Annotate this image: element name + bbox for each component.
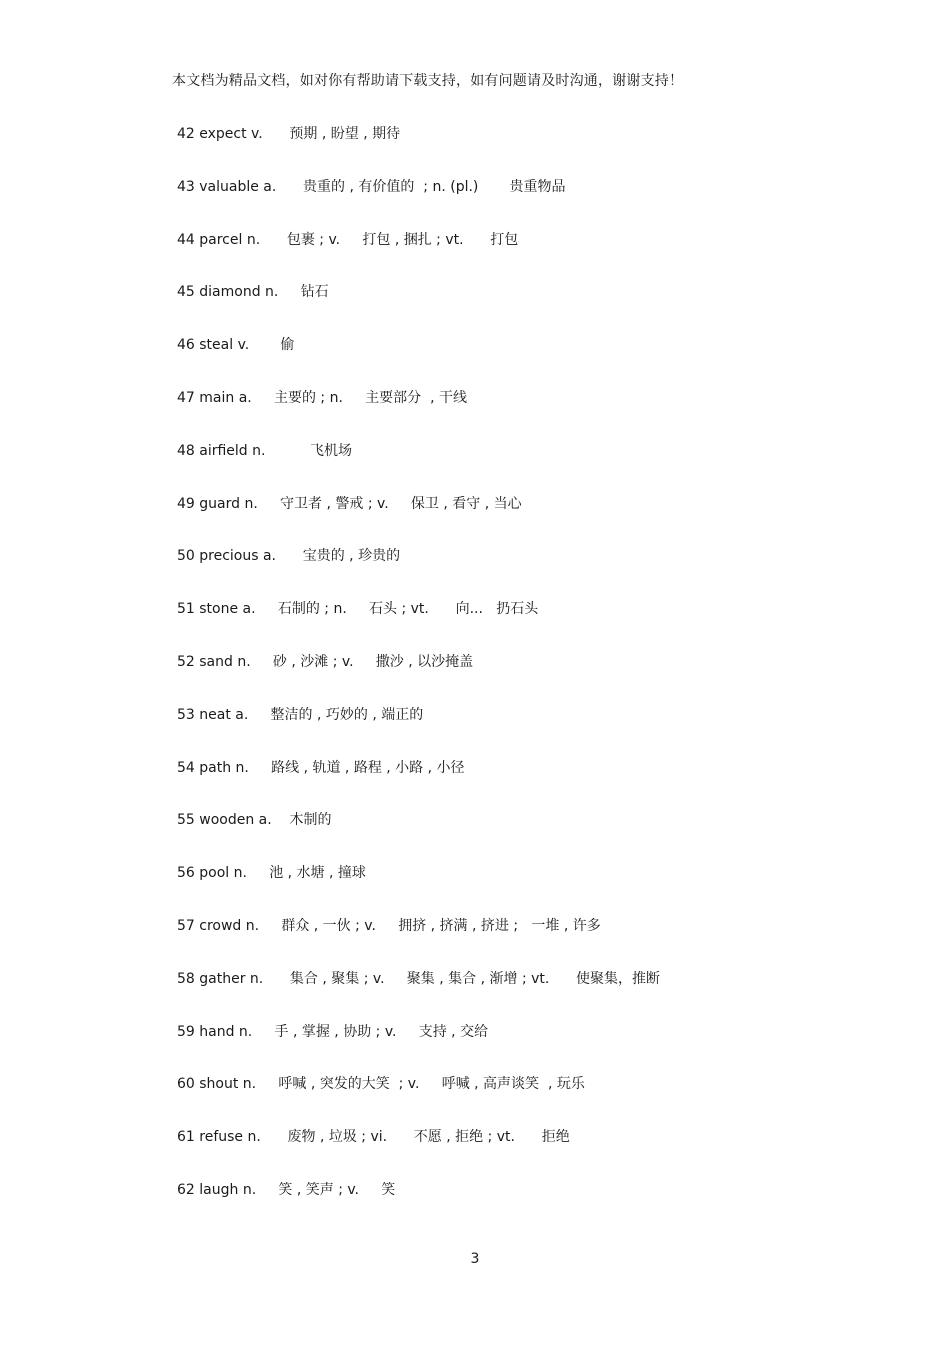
vocab-entry-text: 42 expect v. 预期 , 盼望 , 期待 [177,126,401,142]
vocab-entry-text: 50 precious a. 宝贵的 , 珍贵的 [177,548,401,565]
vocab-entry-62 [177,1180,660,1233]
vocab-entry-54 [177,758,660,811]
vocab-entry-46 [177,335,660,388]
vocab-entry-text: 54 path n. 路线 , 轨道 , 路程 , 小路 , 小径 [177,759,465,776]
vocabulary-list [177,124,660,1233]
vocab-entry-text: 51 stone a. 石制的 ; n. 石头 ; vt. 向... 扔石头 [177,601,539,618]
vocab-entry-58 [177,969,660,1022]
vocab-entry-50 [177,546,660,599]
vocab-entry-text: 45 diamond n. 钻石 [177,284,329,301]
vocab-entry-text: 55 wooden a. 木制的 [177,812,332,829]
vocab-entry-60 [177,1074,660,1127]
vocab-entry-text: 56 pool n. 池 , 水塘 , 撞球 [177,865,366,882]
vocab-entry-44 [177,230,660,283]
vocab-entry-56 [177,863,660,916]
vocab-entry-text: 49 guard n. 守卫者 , 警戒 ; v. 保卫 , 看守 , 当心 [177,495,522,512]
vocab-entry-text: 46 steal v. 偷 [177,337,295,354]
vocab-entry-text: 61 refuse n. 废物 , 垃圾 ; vi. 不愿 , 拒绝 ; vt. 拒绝 [177,1129,570,1146]
vocab-entry-49 [177,494,660,547]
vocab-entry-47 [177,388,660,441]
vocab-entry-45 [177,282,660,335]
vocab-entry-text: 59 hand n. 手 , 掌握 , 协助 ; v. 支持 , 交给 [177,1023,489,1040]
vocab-entry-48 [177,441,660,494]
vocab-entry-51 [177,599,660,652]
vocab-entry-42 [177,124,660,177]
vocab-entry-57 [177,916,660,969]
vocab-entry-55 [177,810,660,863]
vocab-entry-text: 47 main a. 主要的 ; n. 主要部分 , 干线 [177,389,467,406]
vocab-entry-text: 48 airfield n. 飞机场 [177,442,352,459]
vocab-entry-52 [177,652,660,705]
vocab-entry-text: 62 laugh n. 笑 , 笑声 ; v. 笑 [177,1181,396,1198]
vocab-entry-text: 53 neat a. 整洁的 , 巧妙的 , 端正的 [177,706,424,723]
vocab-entry-text: 58 gather n. 集合 , 聚集 ; v. 聚集 , 集合 , 渐增 ; vt. 使聚集，推断 [177,970,661,987]
vocab-entry-53 [177,705,660,758]
vocab-entry-text: 52 sand n. 砂 , 沙滩 ; v. 撒沙 , 以沙掩盖 [177,653,474,670]
vocab-entry-text: 43 valuable a. 贵重的 , 有价值的 ; n. (pl.) 贵重物品 [177,178,566,195]
vocab-entry-59 [177,1022,660,1075]
header-note: 本文档为精品文档，如对你有帮助请下载支持，如有问题请及时沟通，谢谢支持！ [172,73,684,89]
vocab-entry-text: 57 crowd n. 群众 , 一伙 ; v. 拥挤 , 挤满 , 挤进 ; 一堆 , 许多 [177,917,601,934]
page-number: 3 [470,1251,480,1267]
vocab-entry-text: 44 parcel n. 包裹 ; v. 打包 , 捆扎 ; vt. 打包 [177,231,519,248]
vocab-entry-61 [177,1127,660,1180]
vocab-entry-text: 60 shout n. 呼喊 , 突发的大笑 ; v. 呼喊 , 高声谈笑 , 玩乐 [177,1076,585,1093]
vocab-entry-43 [177,177,660,230]
